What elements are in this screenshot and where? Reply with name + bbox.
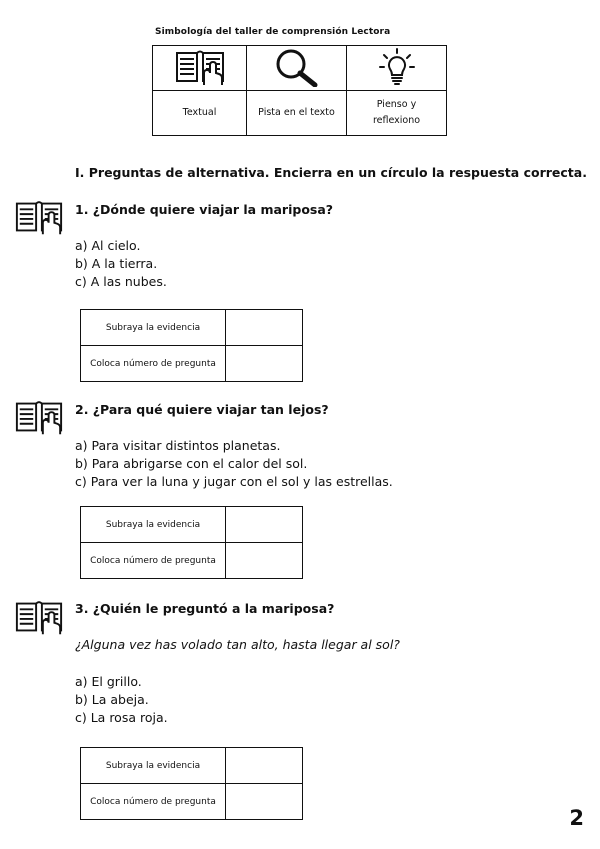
question-number-box[interactable] <box>226 346 303 382</box>
book-hand-icon <box>14 596 64 638</box>
question-number-box[interactable] <box>226 784 303 820</box>
question-number-label: Coloca número de pregunta <box>81 784 226 820</box>
question-2-option-b[interactable]: b) Para abrigarse con el calor del sol. <box>75 456 308 471</box>
question-number-label: Coloca número de pregunta <box>81 346 226 382</box>
question-2-option-c[interactable]: c) Para ver la luna y jugar con el sol y las estrellas. <box>75 474 393 489</box>
book-hand-icon <box>14 396 64 438</box>
question-number-box[interactable] <box>226 543 303 579</box>
question-2-option-a[interactable]: a) Para visitar distintos planetas. <box>75 438 281 453</box>
question-1-title: 1. ¿Dónde quiere viajar la mariposa? <box>75 202 334 217</box>
reflect-label-line2: reflexiono <box>372 115 421 126</box>
page-number: 2 <box>569 806 584 830</box>
evidence-answer-box[interactable] <box>226 310 303 346</box>
clue-icon-cell <box>247 46 347 91</box>
evidence-table-3 <box>80 747 303 820</box>
book-hand-icon <box>174 47 226 87</box>
question-3-title: 3. ¿Quién le preguntó a la mariposa? <box>75 601 335 616</box>
reflect-label-line1: Pienso y <box>376 99 417 110</box>
textual-label: Textual <box>153 91 247 136</box>
evidence-table-1 <box>80 309 303 382</box>
textual-icon-cell <box>153 46 247 91</box>
question-3-option-b[interactable]: b) La abeja. <box>75 692 149 707</box>
reflect-icon-cell <box>347 46 447 91</box>
question-3-option-c[interactable]: c) La rosa roja. <box>75 710 168 725</box>
symbology-title: Simbología del taller de comprensión Lectora <box>155 27 391 37</box>
question-1-option-a[interactable]: a) Al cielo. <box>75 238 141 253</box>
evidence-table-2 <box>80 506 303 579</box>
section-title: I. Preguntas de alternativa. Encierra en un círculo la respuesta correcta. <box>75 165 587 180</box>
symbology-table <box>152 45 447 136</box>
clue-label: Pista en el texto <box>247 91 347 136</box>
reflect-label <box>347 91 447 136</box>
evidence-answer-box[interactable] <box>226 748 303 784</box>
underline-evidence-label: Subraya la evidencia <box>81 507 226 543</box>
question-1-option-b[interactable]: b) A la tierra. <box>75 256 158 271</box>
underline-evidence-label: Subraya la evidencia <box>81 310 226 346</box>
magnifier-icon <box>272 47 322 87</box>
question-3-quote: ¿Alguna vez has volado tan alto, hasta llegar al sol? <box>75 637 400 652</box>
question-3-option-a[interactable]: a) El grillo. <box>75 674 142 689</box>
evidence-answer-box[interactable] <box>226 507 303 543</box>
book-hand-icon <box>14 196 64 238</box>
lightbulb-icon <box>377 47 417 87</box>
underline-evidence-label: Subraya la evidencia <box>81 748 226 784</box>
question-1-option-c[interactable]: c) A las nubes. <box>75 274 167 289</box>
question-2-title: 2. ¿Para qué quiere viajar tan lejos? <box>75 402 329 417</box>
question-number-label: Coloca número de pregunta <box>81 543 226 579</box>
